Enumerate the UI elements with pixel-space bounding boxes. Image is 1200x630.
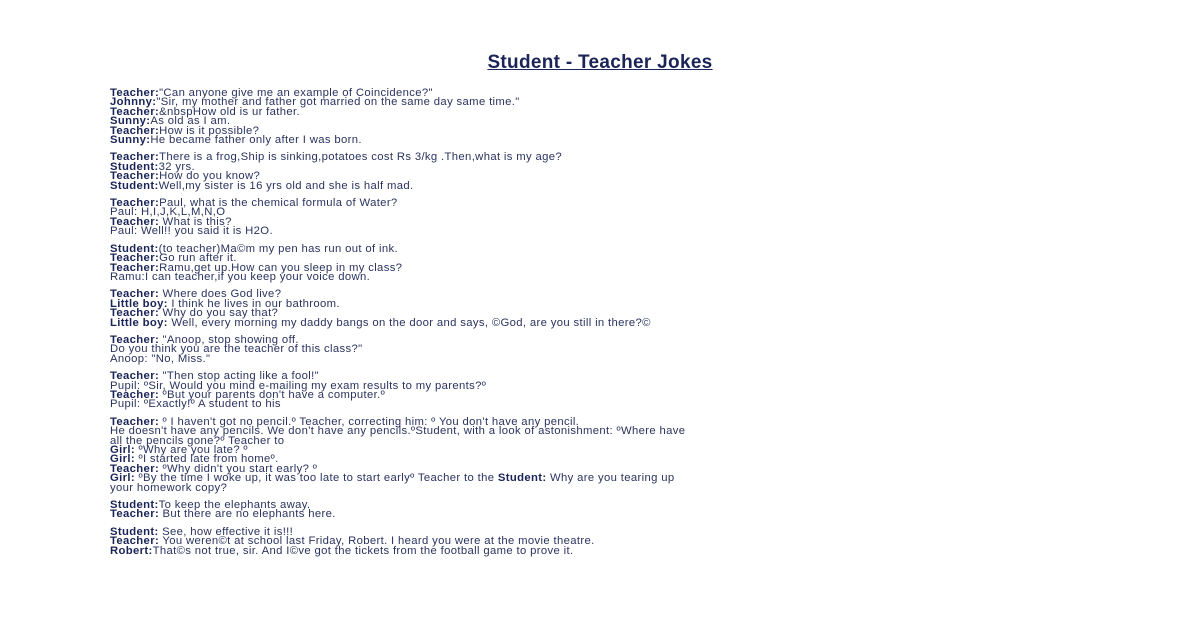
dialogue-line (110, 345, 1090, 354)
dialogue-text: He became father only after I was born. (150, 134, 362, 147)
jokes-list (110, 89, 1090, 556)
speaker-label: Teacher: (110, 462, 160, 475)
speaker-label: Teacher: (110, 288, 160, 301)
joke-block (110, 89, 1090, 145)
speaker-label: Teacher: (110, 124, 160, 137)
speaker-label: Teacher: (110, 261, 160, 274)
dialogue-line (110, 434, 1090, 447)
speaker-label: Teacher: (110, 307, 160, 320)
speaker-label: Teacher: (110, 197, 160, 210)
joke-block (110, 333, 1090, 365)
speaker-label: Teacher: (110, 388, 160, 401)
dialogue-text: Pupil: ºExactly!º A student to his (110, 398, 281, 411)
joke-block (110, 501, 1090, 520)
dialogue-line (110, 400, 1090, 409)
document-page (110, 52, 1090, 564)
dialogue-text: What is this? (159, 215, 232, 228)
dialogue-line (110, 136, 1090, 145)
dialogue-text: To keep the elephants away. (158, 499, 311, 512)
speaker-label: Student: (110, 525, 159, 538)
speaker-label: Sunny: (110, 134, 151, 147)
page-title: Student - Teacher Jokes (487, 52, 713, 73)
speaker-label: Teacher: (110, 333, 160, 346)
dialogue-text: "Sir, my mother and father got married on the same day same time." (156, 96, 520, 109)
dialogue-text: But there are no elephants here. (159, 508, 336, 521)
dialogue-line (110, 510, 1090, 519)
dialogue-text: &nbspHow old is ur father. (159, 105, 301, 118)
speaker-label: Teacher: (110, 508, 160, 521)
dialogue-text: "Can anyone give me an example of Coincidence?" (159, 87, 433, 99)
dialogue-text: Do you think you are the teacher of this class?" (110, 343, 363, 356)
dialogue-text: º I haven't got no pencil.º Teacher, correcting him: º You don't have any pencil. (159, 415, 580, 428)
joke-block (110, 525, 1090, 557)
dialogue-text: See, how effective it is!!! (158, 525, 294, 538)
dialogue-text: your homework copy? (110, 481, 228, 494)
dialogue-line (110, 544, 1090, 557)
dialogue-line (110, 474, 1090, 483)
dialogue-text: Why do you say that? (159, 307, 279, 320)
joke-block (110, 153, 1090, 191)
joke-block (110, 242, 1090, 283)
dialogue-text: Ramu,get up.How can you sleep in my class? (159, 261, 403, 274)
speaker-label: Student: (110, 179, 159, 192)
joke-block (110, 372, 1090, 410)
dialogue-text: "Then stop acting like a fool!" (159, 370, 319, 383)
dialogue-text: How is it possible? (159, 124, 260, 137)
speaker-label: Student: (110, 499, 159, 512)
dialogue-text: ºI started late from homeº. (134, 453, 279, 466)
dialogue-text: ºWhy didn't you start early? º (159, 462, 318, 475)
speaker-label: Student: (497, 472, 547, 485)
speaker-label: Teacher: (110, 87, 160, 99)
dialogue-line (110, 153, 1090, 162)
dialogue-text: Ramu:I can teacher,if you keep your voice down. (110, 270, 371, 283)
speaker-label: Sunny: (110, 115, 151, 128)
speaker-label: Johnny: (110, 96, 157, 109)
dialogue-text: That©s not true, sir. And I©ve got the tickets from the football game to prove it. (152, 544, 574, 557)
dialogue-line (110, 105, 1090, 118)
speaker-label: Girl: (110, 444, 135, 456)
joke-block (110, 290, 1090, 328)
speaker-label: Teacher: (110, 215, 160, 228)
speaker-label: Teacher: (110, 415, 160, 428)
speaker-label: Student: (110, 160, 159, 173)
dialogue-text: There is a frog,Ship is sinking,potatoes cost Rs 3/kg .Then,what is my age? (159, 151, 563, 164)
dialogue-text: Go run after it. (159, 252, 237, 265)
dialogue-line (110, 242, 1090, 255)
speaker-label: Teacher: (110, 170, 160, 183)
speaker-label: Teacher: (110, 105, 160, 118)
speaker-label: Girl: (110, 472, 135, 485)
dialogue-text: Pupil: ºSir, Would you mind e-mailing my exam results to my parents?º (110, 379, 487, 392)
dialogue-line (110, 352, 1090, 365)
speaker-label: Student: (110, 242, 159, 255)
dialogue-text: "Anoop, stop showing off. (159, 333, 299, 346)
dialogue-text: ºWhy are you late? º (134, 444, 248, 456)
dialogue-text: I think he lives in our bathroom. (167, 297, 340, 310)
speaker-label: Teacher: (110, 151, 160, 164)
joke-block (110, 199, 1090, 237)
dialogue-text: Where does God live? (159, 288, 282, 301)
dialogue-text: He doesn't have any pencils. We don't have any pencils.ºStudent, with a look of astonishment: ºWhere have (110, 425, 686, 438)
dialogue-line (110, 316, 1090, 329)
dialogue-text: Well,my sister is 16 yrs old and she is half mad. (158, 179, 414, 192)
dialogue-text: Paul: H,I,J,K,L,M,N,O (110, 206, 226, 219)
speaker-label: Little boy: (110, 297, 168, 310)
dialogue-text: As old as I am. (150, 115, 231, 128)
dialogue-text: Anoop: "No, Miss." (110, 352, 211, 365)
dialogue-text: Paul, what is the chemical formula of Water? (159, 197, 398, 210)
speaker-label: Girl: (110, 453, 135, 466)
dialogue-text: Why are you tearing up (546, 472, 675, 485)
joke-block (110, 415, 1090, 494)
dialogue-text: ºBut your parents don't have a computer.º (159, 388, 386, 401)
speaker-label: Teacher: (110, 252, 160, 265)
dialogue-line (110, 179, 1090, 192)
speaker-label: Robert: (110, 544, 153, 557)
dialogue-line (110, 270, 1090, 283)
dialogue-line (110, 481, 1090, 494)
dialogue-line (110, 199, 1090, 208)
dialogue-line (110, 227, 1090, 236)
dialogue-text: all the pencils gone?º Teacher to (110, 434, 285, 447)
speaker-label: Little boy: (110, 316, 168, 329)
dialogue-text: You weren©t at school last Friday, Robert. I heard you were at the movie theatre. (159, 535, 595, 548)
dialogue-line (110, 208, 1090, 217)
dialogue-text: Paul: Well!! you said it is H2O. (110, 225, 273, 238)
speaker-label: Teacher: (110, 370, 160, 383)
dialogue-text: Well, every morning my daddy bangs on the door and says, ©God, are you still in there?© (167, 316, 651, 329)
speaker-label: Teacher: (110, 535, 160, 548)
dialogue-text: 32 yrs. (158, 160, 195, 173)
dialogue-text: ºBy the time I woke up, it was too late to start earlyº Teacher to the (134, 472, 498, 485)
dialogue-text: How do you know? (159, 170, 261, 183)
dialogue-text: (to teacher)Ma©m my pen has run out of ink. (158, 242, 398, 255)
